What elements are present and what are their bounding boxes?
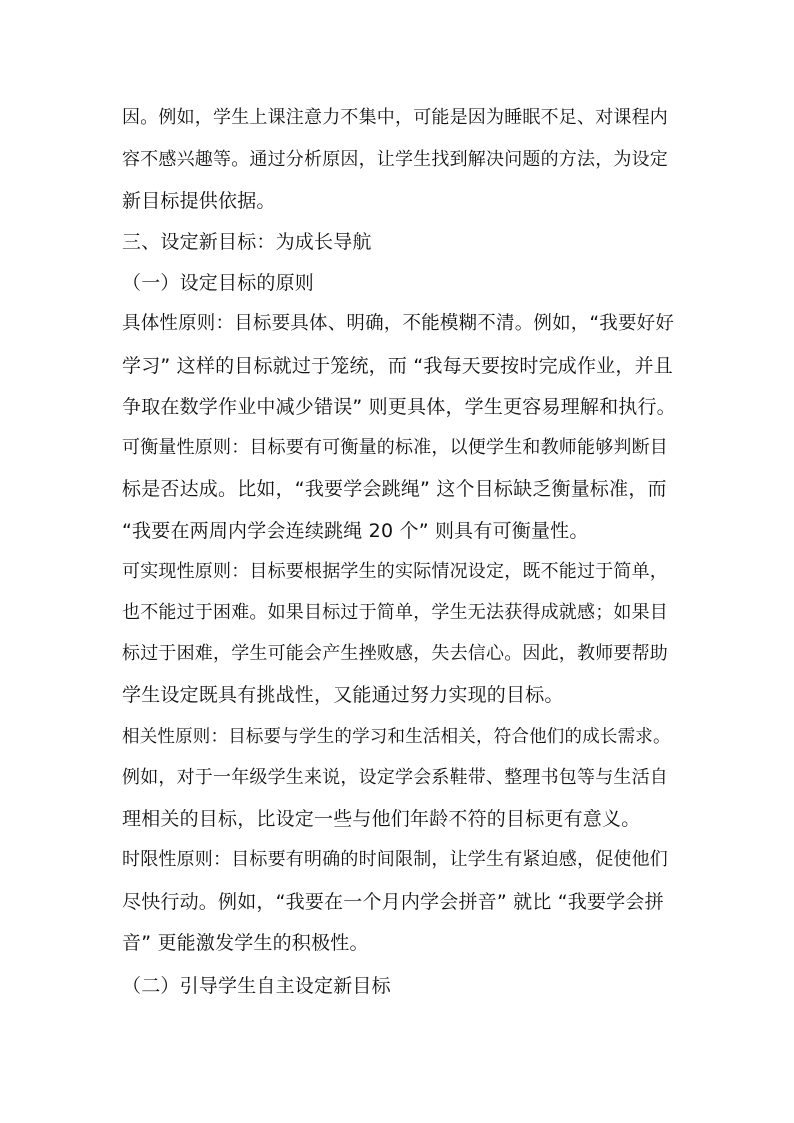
- body-text-line: 相关性原则：目标要与学生的学习和生活相关，符合他们的成长需求。: [122, 727, 671, 747]
- body-text-line: 标是否达成。比如，“我要学会跳绳” 这个目标缺乏衡量标准，而: [122, 478, 667, 500]
- body-text-line: 例如，对于一年级学生来说，设定学会系鞋带、整理书包等与生活自: [122, 767, 668, 788]
- body-text-line: 可衡量性原则：目标要有可衡量的标准，以便学生和教师能够判断目: [122, 437, 668, 458]
- body-text-line: 时限性原则：目标要有明确的时间限制，让学生有紧迫感，促使他们: [122, 849, 668, 870]
- subsection-heading: （二）引导学生自主设定新目标: [122, 975, 391, 997]
- body-text-line: 也不能过于困难。如果目标过于简单，学生无法获得成就感；如果目: [122, 602, 668, 623]
- body-text-line: 尽快行动。例如，“我要在一个月内学会拼音” 就比 “我要学会拼: [122, 891, 664, 913]
- body-text-line: 音” 更能激发学生的积极性。: [122, 932, 369, 954]
- body-text-line: 具体性原则：目标要具体、明确，不能模糊不清。例如，“我要好好: [122, 313, 675, 334]
- body-text-line: 新目标提供依据。: [122, 190, 276, 212]
- body-text-line: 争取在数学作业中减少错误” 则更具体，学生更容易理解和执行。: [122, 396, 676, 418]
- body-text-line: 因。例如，学生上课注意力不集中，可能是因为睡眠不足、对课程内: [122, 107, 668, 128]
- body-text-line: “我要在两周内学会连续跳绳 20 个” 则具有可衡量性。: [122, 520, 589, 542]
- body-text-line: 学生设定既具有挑战性，又能通过努力实现的目标。: [122, 684, 564, 706]
- body-text-line: 学习” 这样的目标就过于笼统，而 “我每天要按时完成作业，并且: [122, 355, 673, 377]
- subsection-heading: （一）设定目标的原则: [122, 272, 315, 294]
- body-text-line: 可实现性原则：目标要根据学生的实际情况设定，既不能过于简单，: [122, 561, 668, 582]
- body-text-line: 标过于困难，学生可能会产生挫败感，失去信心。因此，教师要帮助: [122, 643, 668, 664]
- body-text-line: 容不感兴趣等。通过分析原因，让学生找到解决问题的方法，为设定: [122, 149, 668, 170]
- body-text-line: 理相关的目标，比设定一些与他们年龄不符的目标更有意义。: [122, 808, 641, 830]
- section-heading: 三、设定新目标：为成长导航: [122, 231, 372, 253]
